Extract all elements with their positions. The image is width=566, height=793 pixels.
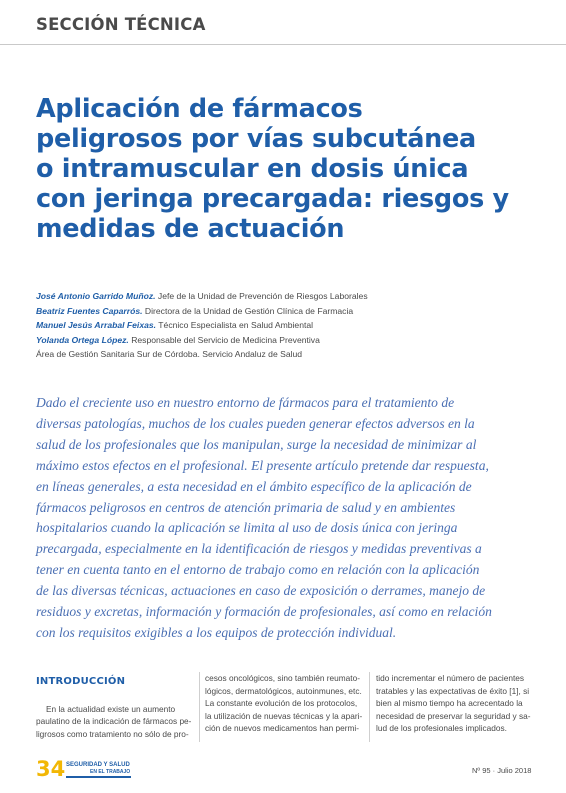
body-line: La constante evolución de los protocolos, xyxy=(205,698,358,709)
body-line: lógicos, dermatológicos, autoinmunes, etc. xyxy=(205,685,362,696)
abstract-line: Dado el creciente uso en nuestro entorno de fármacos para el tratamiento de xyxy=(36,395,455,410)
body-column-3 xyxy=(376,672,530,735)
title-line: con jeringa precargada: riesgos y xyxy=(36,184,509,214)
abstract-line: diversas patologías, muchos de los cuales pueden generar efectos adversos en la xyxy=(36,415,475,431)
abstract-line: fármacos peligrosos en centros de atención primaria de salud y en ambientes xyxy=(36,499,456,515)
abstract-line: de las diversas técnicas, actuaciones en caso de exposición o derrames, manejo de xyxy=(36,583,486,599)
author-role: Responsable del Servicio de Medicina Preventiva xyxy=(131,334,320,345)
body-line: tratables y las expectativas de éxito [1], si xyxy=(376,685,530,696)
author-role: Directora de la Unidad de Gestión Clínica de Farmacia xyxy=(144,305,354,316)
issue-info: Nº 95 · Julio 2018 xyxy=(472,766,532,775)
author-name: Manuel Jesús Arrabal Feixas. xyxy=(36,320,157,330)
body-line: En la actualidad existe un aumento xyxy=(46,703,176,714)
body-line: ción de nuevos medicamentos han permi- xyxy=(205,723,360,734)
page-footer xyxy=(0,752,566,793)
affiliation: Área de Gestión Sanitaria Sur de Córdoba. Servicio Andaluz de Salud xyxy=(36,349,303,359)
author-list xyxy=(36,289,536,362)
journal-logo xyxy=(66,762,130,776)
author-entry xyxy=(36,289,536,304)
title-line: medidas de actuación xyxy=(36,214,345,244)
abstract-line: hospitalarios cuando la aplicación se limita al uso de dosis única con jeringa xyxy=(36,520,458,536)
body-line: necesidad de preservar la seguridad y sa- xyxy=(376,710,531,721)
author-name: José Antonio Garrido Muñoz. xyxy=(36,291,156,301)
column-divider xyxy=(199,672,200,742)
page-number: 34 xyxy=(36,757,66,781)
journal-subtitle: EN EL TRABAJO xyxy=(90,769,131,775)
intro-heading: INTRODUCCIÓN xyxy=(36,676,126,687)
body-line: lud de los profesionales implicados. xyxy=(376,723,507,734)
section-header xyxy=(0,0,566,45)
body-line: bien al mismo tiempo ha acrecentado la xyxy=(376,698,523,709)
author-entry xyxy=(36,318,536,333)
body-line: tido incrementar el número de pacientes xyxy=(376,673,525,683)
journal-name: SEGURIDAD Y SALUD xyxy=(66,762,130,768)
author-name: Yolanda Ortega López. xyxy=(36,334,129,345)
abstract-line: residuos y excretas, información y formación de profesionales, así como en relación xyxy=(36,604,492,620)
title-line: Aplicación de fármacos xyxy=(36,94,363,124)
section-label: SECCIÓN TÉCNICA xyxy=(36,15,206,34)
title-line: o intramuscular en dosis única xyxy=(36,154,469,184)
journal-underline xyxy=(66,776,131,778)
article-title xyxy=(36,94,536,244)
abstract-line: tener en cuenta tanto en el entorno de trabajo como en relación con la aplicación xyxy=(36,562,480,578)
abstract-line: con los requisitos exigibles a los equipos de protección individual. xyxy=(36,624,397,640)
author-role: Técnico Especialista en Salud Ambiental xyxy=(158,320,314,330)
author-name: Beatriz Fuentes Caparrós. xyxy=(36,305,143,316)
author-entry xyxy=(36,333,536,348)
author-role: Jefe de la Unidad de Prevención de Riesgos Laborales xyxy=(157,291,368,301)
abstract-line: en líneas generales, a esta necesidad en el ámbito específico de la aplicación de xyxy=(36,478,472,494)
column-divider xyxy=(369,672,370,742)
abstract-line: máximo estos efectos en el profesional. El presente artículo pretende dar respuesta, xyxy=(36,457,489,473)
body-line: paulatino de la indicación de fármacos pe- xyxy=(36,716,192,727)
abstract xyxy=(36,393,536,644)
title-line: peligrosos por vías subcutánea xyxy=(36,124,476,154)
body-column-2 xyxy=(205,672,363,735)
body-line: cesos oncológicos, sino también reumato- xyxy=(205,673,360,683)
abstract-line: precargada, especialmente en la identificación de riesgos y medidas preventivas a xyxy=(36,541,482,557)
abstract-line: salud de los profesionales que los manipulan, surge la necesidad de minimizar al xyxy=(36,436,477,452)
body-line: ligrosos como tratamiento no sólo de pro- xyxy=(36,728,189,739)
author-entry xyxy=(36,304,536,319)
body-column-1 xyxy=(36,672,192,740)
body-line: la utilización de nuevas técnicas y la apari- xyxy=(205,710,363,721)
